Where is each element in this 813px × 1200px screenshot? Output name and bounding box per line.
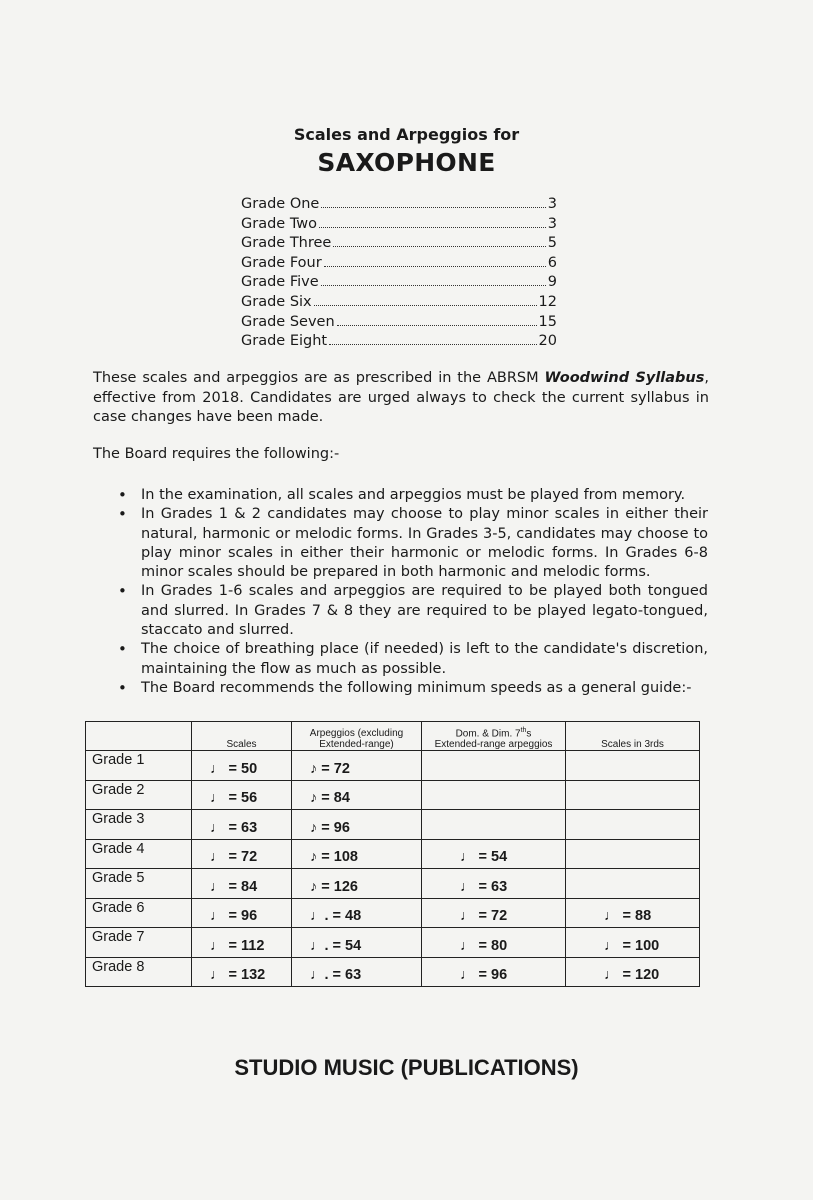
table-header-row xyxy=(86,722,700,751)
header-scales-in-thirds: Scales in 3rds xyxy=(566,722,700,751)
toc-label: Grade Four xyxy=(241,254,322,271)
toc-leader-dots xyxy=(314,305,537,306)
toc-label: Grade Three xyxy=(241,235,332,252)
header-dom-dim-sevenths xyxy=(422,722,566,751)
toc-page-number: 15 xyxy=(538,313,557,330)
toc-label: Grade One xyxy=(241,196,320,212)
toc-label: Grade Seven xyxy=(241,313,335,330)
arpeggios-speed-cell: ♪ = 84 xyxy=(292,780,422,810)
toc-leader-dots xyxy=(324,266,546,267)
scales-speed-cell: ♩ = 63 xyxy=(192,810,292,840)
intro-text: These scales and arpeggios are as prescribed in the ABRSM xyxy=(93,370,545,386)
header-grade xyxy=(86,722,192,751)
page-title: SAXOPHONE xyxy=(317,148,496,177)
scales-speed-cell: ♩ = 112 xyxy=(192,928,292,958)
arpeggios-speed-cell: ♪ = 72 xyxy=(292,751,422,781)
scales-speed-cell: ♩ = 84 xyxy=(192,869,292,899)
header-dom-line2: Extended-range arpeggios xyxy=(434,739,553,750)
toc-entry xyxy=(241,196,557,216)
arpeggios-speed-cell: ♪ = 96 xyxy=(292,810,422,840)
table-of-contents xyxy=(241,196,557,353)
scales-speed-cell: ♩ = 50 xyxy=(192,751,292,781)
thirds-speed-cell xyxy=(566,780,700,810)
grade-cell: Grade 2 xyxy=(86,780,192,810)
toc-entry xyxy=(241,314,557,334)
table-row xyxy=(86,839,700,869)
table-row xyxy=(86,928,700,958)
table-row xyxy=(86,810,700,840)
toc-entry xyxy=(241,294,557,314)
list-item: • The Board recommends the following minimum speeds as a general guide:- xyxy=(118,679,708,698)
syllabus-name: Woodwind Syllabus xyxy=(544,370,705,386)
minimum-speeds-table xyxy=(85,721,700,987)
arpeggios-speed-cell: ♪ = 108 xyxy=(292,839,422,869)
toc-page-number: 9 xyxy=(547,274,557,291)
toc-entry xyxy=(241,255,557,275)
table-row xyxy=(86,957,700,987)
toc-label: Grade Six xyxy=(241,293,312,310)
dom-speed-cell: ♩ = 96 xyxy=(422,957,566,987)
toc-page-number: 12 xyxy=(538,293,557,310)
header-dom-text: Dom. & Dim. 7 xyxy=(455,728,521,739)
thirds-speed-cell xyxy=(566,839,700,869)
grade-cell: Grade 1 xyxy=(86,751,192,781)
list-item: • The choice of breathing place (if needed) is left to the candidate's discretion, maintaining the flow as much as possible. xyxy=(118,640,708,679)
thirds-speed-cell: ♩ = 88 xyxy=(566,898,700,928)
toc-leader-dots xyxy=(333,246,545,247)
list-item: • In Grades 1 & 2 candidates may choose to play minor scales in either their natural, harmonic or melodic forms. In Grades 3-5, candidates may choose to play minor scales in either their harmonic or melodic forms. In Grades 6-8 minor scales should be prepared in both harmonic and melodic forms. xyxy=(118,505,708,582)
thirds-speed-cell xyxy=(566,810,700,840)
scales-speed-cell: ♩ = 72 xyxy=(192,839,292,869)
toc-page-number: 20 xyxy=(538,333,557,350)
header-dom-sup: th xyxy=(520,726,527,734)
header-scales: Scales xyxy=(192,722,292,751)
toc-page-number: 6 xyxy=(547,254,557,271)
toc-leader-dots xyxy=(319,227,546,228)
table-row xyxy=(86,780,700,810)
toc-entry xyxy=(241,274,557,294)
list-item: • In the examination, all scales and arpeggios must be played from memory. xyxy=(118,486,708,505)
table-row xyxy=(86,751,700,781)
dom-speed-cell: ♩ = 80 xyxy=(422,928,566,958)
thirds-speed-cell: ♩ = 100 xyxy=(566,928,700,958)
grade-cell: Grade 5 xyxy=(86,869,192,899)
thirds-speed-cell xyxy=(566,869,700,899)
toc-page-number: 3 xyxy=(547,196,557,212)
toc-leader-dots xyxy=(337,325,537,326)
header-dom-suffix: s xyxy=(526,728,532,739)
grade-cell: Grade 6 xyxy=(86,898,192,928)
grade-cell: Grade 3 xyxy=(86,810,192,840)
arpeggios-speed-cell: ♪ = 126 xyxy=(292,869,422,899)
arpeggios-speed-cell: ♩. = 54 xyxy=(292,928,422,958)
table-row xyxy=(86,869,700,899)
toc-leader-dots xyxy=(321,207,545,208)
scales-speed-cell: ♩ = 132 xyxy=(192,957,292,987)
page-subtitle: Scales and Arpeggios for xyxy=(293,125,520,144)
thirds-speed-cell xyxy=(566,751,700,781)
list-item: • In Grades 1-6 scales and arpeggios are required to be played both tongued and slurred. In Grades 7 & 8 they are required to be played legato-tongued, staccato and slurred. xyxy=(118,582,708,640)
scales-speed-cell: ♩ = 56 xyxy=(192,780,292,810)
toc-label: Grade Two xyxy=(241,215,318,232)
grade-cell: Grade 7 xyxy=(86,928,192,958)
toc-entry xyxy=(241,333,557,353)
toc-leader-dots xyxy=(329,344,536,345)
toc-label: Grade Five xyxy=(241,274,319,291)
header-arpeggios: Arpeggios (excluding Extended-range) xyxy=(292,722,422,751)
dom-speed-cell xyxy=(422,810,566,840)
scales-speed-cell: ♩ = 96 xyxy=(192,898,292,928)
toc-page-number: 3 xyxy=(547,215,557,232)
toc-label: Grade Eight xyxy=(241,333,328,350)
toc-entry xyxy=(241,235,557,255)
toc-entry xyxy=(241,216,557,236)
dom-speed-cell xyxy=(422,780,566,810)
dom-speed-cell: ♩ = 63 xyxy=(422,869,566,899)
requirements-list xyxy=(118,486,708,698)
publisher-name: STUDIO MUSIC (PUBLICATIONS) xyxy=(234,1055,579,1080)
table-row xyxy=(86,898,700,928)
toc-leader-dots xyxy=(321,285,546,286)
toc-page-number: 5 xyxy=(547,235,557,252)
dom-speed-cell: ♩ = 54 xyxy=(422,839,566,869)
dom-speed-cell xyxy=(422,751,566,781)
thirds-speed-cell: ♩ = 120 xyxy=(566,957,700,987)
requirements-heading: The Board requires the following:- xyxy=(93,446,340,462)
arpeggios-speed-cell: ♩. = 48 xyxy=(292,898,422,928)
dom-speed-cell: ♩ = 72 xyxy=(422,898,566,928)
grade-cell: Grade 4 xyxy=(86,839,192,869)
arpeggios-speed-cell: ♩. = 63 xyxy=(292,957,422,987)
grade-cell: Grade 8 xyxy=(86,957,192,987)
intro-text-continued: , effective from 2018. Candidates are urged always to check the current syllabus in case changes have been made. xyxy=(93,370,709,425)
intro-paragraph xyxy=(93,369,709,428)
